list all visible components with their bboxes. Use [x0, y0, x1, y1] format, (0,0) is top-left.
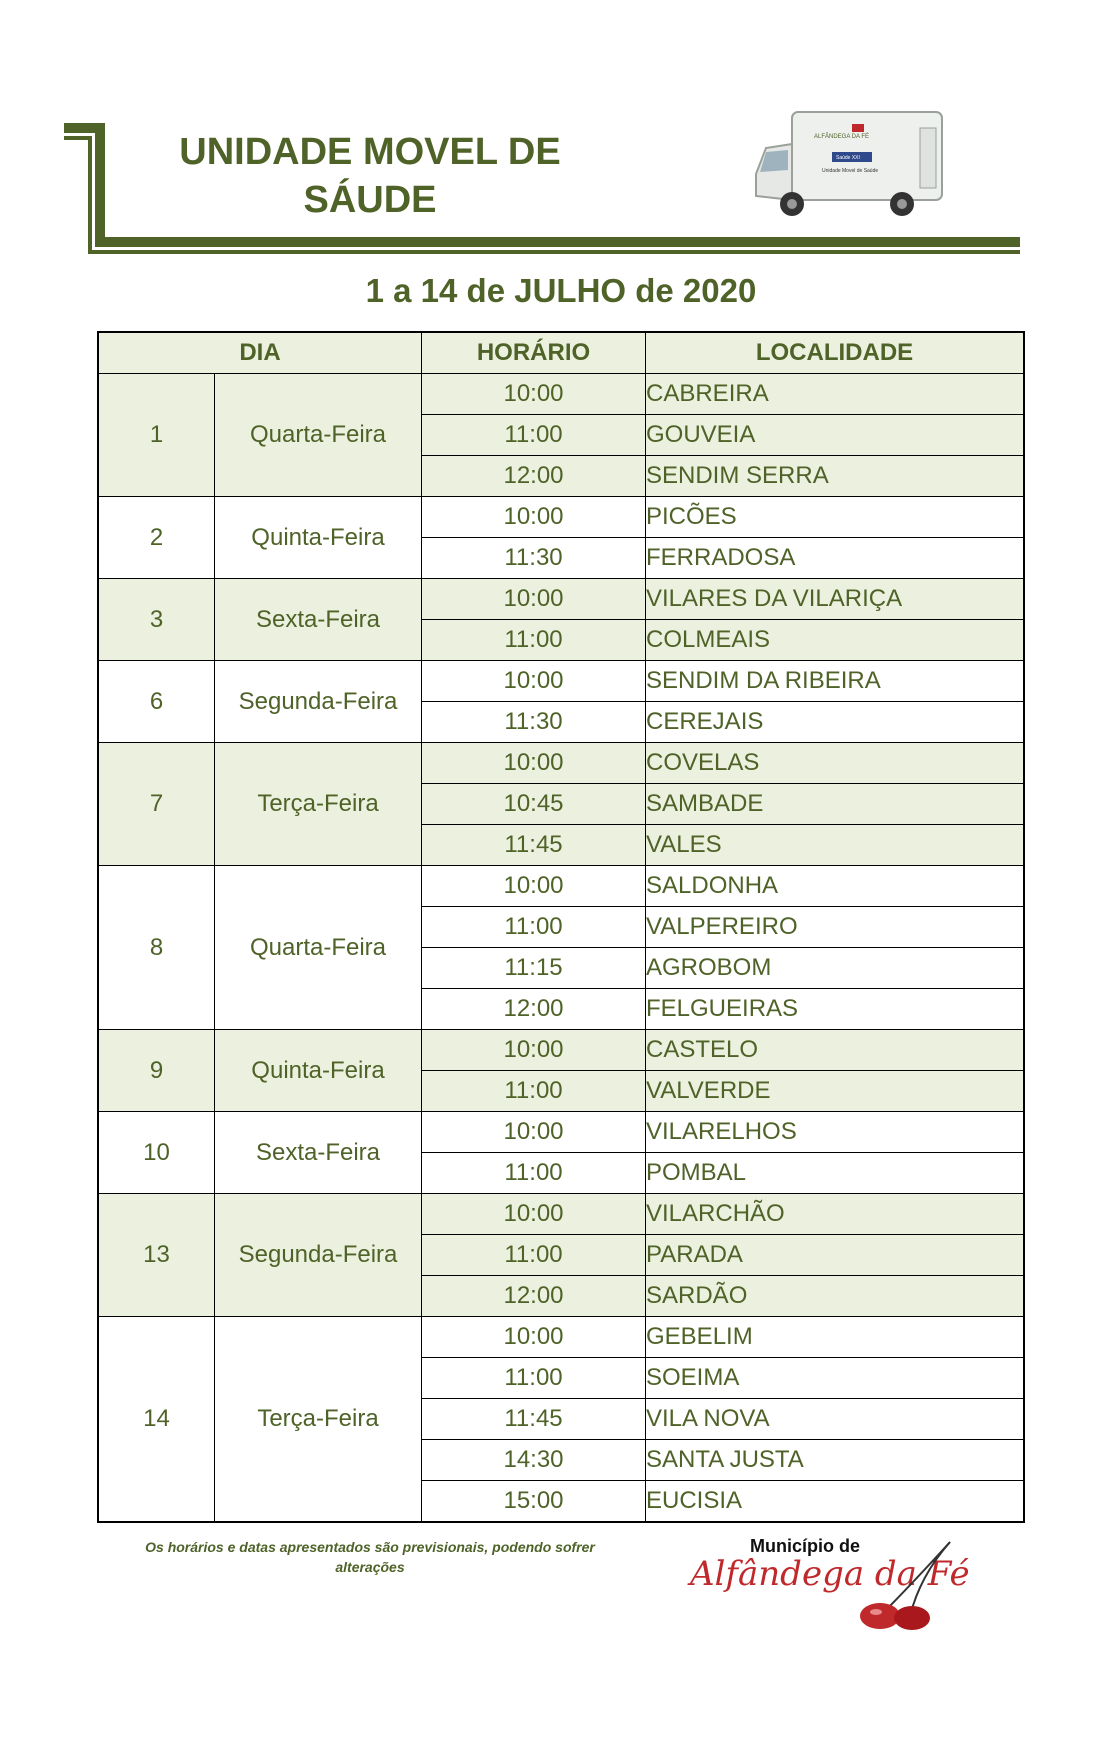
day-number-cell: 1 [98, 374, 215, 497]
municipality-logo [690, 1536, 970, 1632]
table-row [98, 1112, 1024, 1153]
time-cell: 12:00 [422, 1276, 646, 1317]
time-cell: 12:00 [422, 456, 646, 497]
place-cell: SARDÃO [646, 1276, 1025, 1317]
time-cell: 11:00 [422, 1235, 646, 1276]
weekday-cell: Quarta-Feira [215, 374, 422, 497]
cherries-icon [840, 1536, 960, 1632]
place-cell: CABREIRA [646, 374, 1025, 415]
place-cell: PICÕES [646, 497, 1025, 538]
place-cell: AGROBOM [646, 948, 1025, 989]
place-cell: VALPEREIRO [646, 907, 1025, 948]
time-cell: 10:00 [422, 497, 646, 538]
van-text-unit: Unidade Movel de Saúde [822, 168, 879, 174]
table-row [98, 661, 1024, 702]
place-cell: CASTELO [646, 1030, 1025, 1071]
place-cell: SALDONHA [646, 866, 1025, 907]
header-day: DIA [98, 332, 422, 374]
place-cell: VALES [646, 825, 1025, 866]
table-row [98, 374, 1024, 415]
time-cell: 12:00 [422, 989, 646, 1030]
place-cell: SAMBADE [646, 784, 1025, 825]
day-number-cell: 10 [98, 1112, 215, 1194]
van-text-label: Saúde XXI [836, 155, 860, 161]
time-cell: 15:00 [422, 1481, 646, 1523]
time-cell: 11:15 [422, 948, 646, 989]
mobile-health-van-image [752, 104, 952, 220]
table-header-row [98, 332, 1024, 374]
day-number-cell: 7 [98, 743, 215, 866]
weekday-cell: Terça-Feira [215, 1317, 422, 1523]
day-number-cell: 14 [98, 1317, 215, 1523]
weekday-cell: Segunda-Feira [215, 661, 422, 743]
day-number-cell: 2 [98, 497, 215, 579]
weekday-cell: Quarta-Feira [215, 866, 422, 1030]
place-cell: VALVERDE [646, 1071, 1025, 1112]
place-cell: FELGUEIRAS [646, 989, 1025, 1030]
time-cell: 10:00 [422, 1317, 646, 1358]
period-subtitle: 1 a 14 de JULHO de 2020 [365, 272, 757, 309]
time-cell: 10:45 [422, 784, 646, 825]
weekday-cell: Sexta-Feira [215, 579, 422, 661]
schedule-table [97, 331, 1025, 1523]
place-cell: VILARELHOS [646, 1112, 1025, 1153]
table-row [98, 743, 1024, 784]
place-cell: FERRADOSA [646, 538, 1025, 579]
time-cell: 11:00 [422, 415, 646, 456]
table-row [98, 579, 1024, 620]
day-number-cell: 9 [98, 1030, 215, 1112]
time-cell: 10:00 [422, 1030, 646, 1071]
place-cell: VILARCHÃO [646, 1194, 1025, 1235]
weekday-cell: Sexta-Feira [215, 1112, 422, 1194]
title-line-2: SÁUDE [303, 179, 437, 221]
table-row [98, 866, 1024, 907]
time-cell: 14:30 [422, 1440, 646, 1481]
schedule-body [98, 374, 1024, 1523]
logo-script-text: Alfândega da Fé [690, 1554, 970, 1594]
weekday-cell: Quinta-Feira [215, 1030, 422, 1112]
weekday-cell: Segunda-Feira [215, 1194, 422, 1317]
time-cell: 11:00 [422, 1071, 646, 1112]
day-number-cell: 8 [98, 866, 215, 1030]
time-cell: 11:00 [422, 1358, 646, 1399]
place-cell: COVELAS [646, 743, 1025, 784]
place-cell: SANTA JUSTA [646, 1440, 1025, 1481]
day-number-cell: 3 [98, 579, 215, 661]
table-row [98, 1030, 1024, 1071]
logo-text-top: Município de [750, 1536, 860, 1556]
van-text-brand: ALFÂNDEGA DA FÉ [814, 134, 870, 140]
time-cell: 10:00 [422, 1194, 646, 1235]
day-number-cell: 13 [98, 1194, 215, 1317]
table-row [98, 1317, 1024, 1358]
disclaimer-note: Os horários e datas apresentados são previsionais, podendo sofrer alterações [145, 1539, 595, 1575]
place-cell: PARADA [646, 1235, 1025, 1276]
place-cell: VILARES DA VILARIÇA [646, 579, 1025, 620]
time-cell: 11:30 [422, 538, 646, 579]
place-cell: POMBAL [646, 1153, 1025, 1194]
time-cell: 11:30 [422, 702, 646, 743]
place-cell: COLMEAIS [646, 620, 1025, 661]
header-place: LOCALIDADE [646, 332, 1025, 374]
time-cell: 10:00 [422, 579, 646, 620]
day-number-cell: 6 [98, 661, 215, 743]
table-row [98, 497, 1024, 538]
time-cell: 10:00 [422, 661, 646, 702]
title-line-1: UNIDADE MOVEL DE [179, 131, 561, 173]
place-cell: VILA NOVA [646, 1399, 1025, 1440]
place-cell: CEREJAIS [646, 702, 1025, 743]
place-cell: SENDIM DA RIBEIRA [646, 661, 1025, 702]
time-cell: 10:00 [422, 743, 646, 784]
time-cell: 11:00 [422, 1153, 646, 1194]
time-cell: 11:45 [422, 825, 646, 866]
header-time: HORÁRIO [422, 332, 646, 374]
place-cell: SENDIM SERRA [646, 456, 1025, 497]
time-cell: 11:00 [422, 620, 646, 661]
place-cell: GEBELIM [646, 1317, 1025, 1358]
place-cell: GOUVEIA [646, 415, 1025, 456]
time-cell: 11:45 [422, 1399, 646, 1440]
place-cell: EUCISIA [646, 1481, 1025, 1523]
weekday-cell: Quinta-Feira [215, 497, 422, 579]
table-row [98, 1194, 1024, 1235]
time-cell: 11:00 [422, 907, 646, 948]
page-title [160, 128, 580, 224]
time-cell: 10:00 [422, 1112, 646, 1153]
time-cell: 10:00 [422, 374, 646, 415]
time-cell: 10:00 [422, 866, 646, 907]
weekday-cell: Terça-Feira [215, 743, 422, 866]
place-cell: SOEIMA [646, 1358, 1025, 1399]
